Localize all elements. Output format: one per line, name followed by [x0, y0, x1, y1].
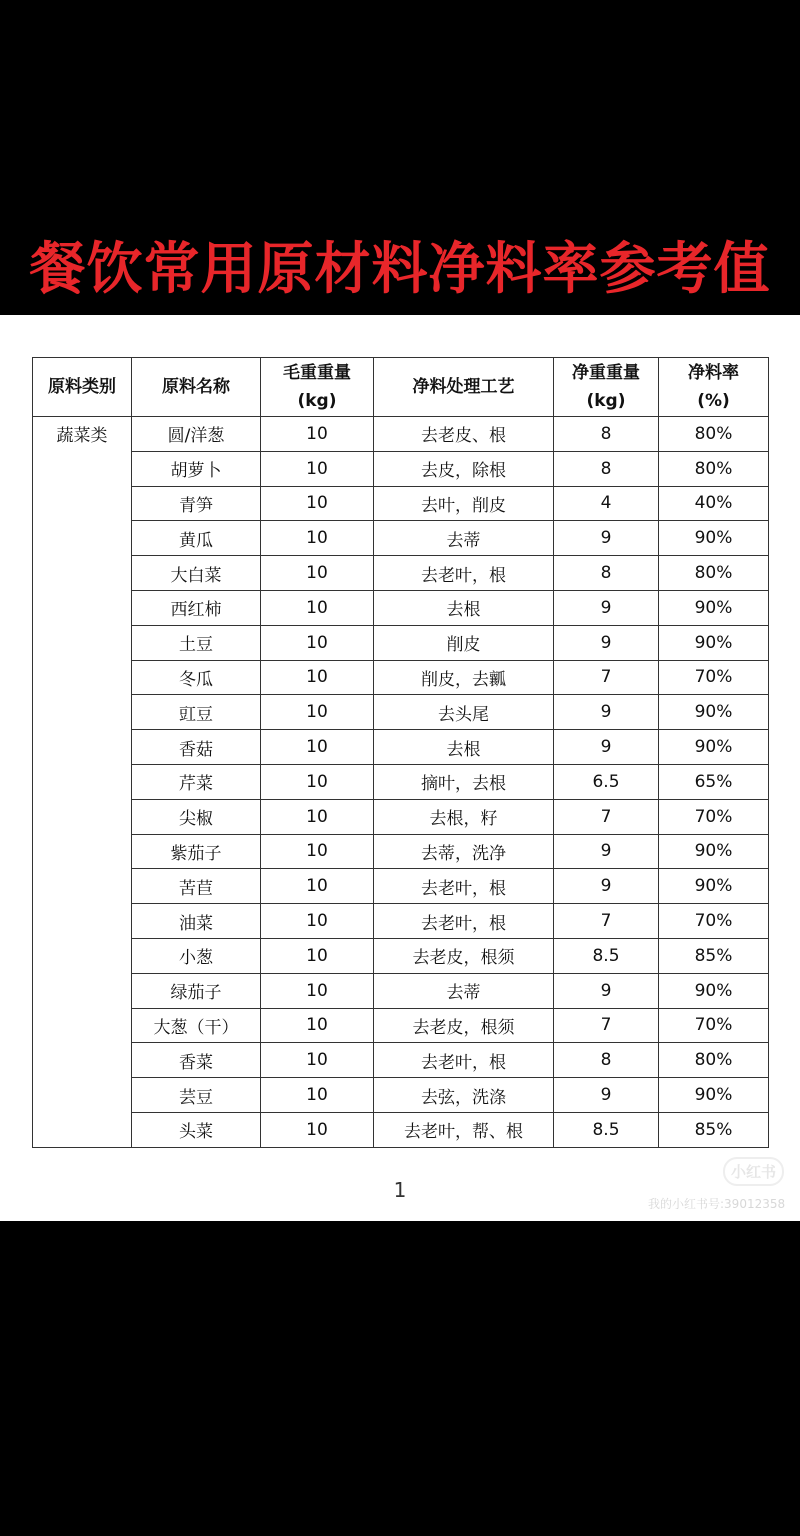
cell-rate: 90% [659, 869, 769, 904]
cell-rate: 90% [659, 1078, 769, 1113]
header-name: 原料名称 [132, 358, 261, 417]
cell-gross: 10 [261, 1112, 374, 1147]
cell-name: 苦苣 [132, 869, 261, 904]
table-row [33, 417, 769, 452]
cell-process: 去叶，削皮 [374, 486, 554, 521]
cell-process: 去老叶，根 [374, 869, 554, 904]
cell-rate: 90% [659, 521, 769, 556]
cell-gross: 10 [261, 1078, 374, 1113]
table-row [33, 938, 769, 973]
cell-gross: 10 [261, 869, 374, 904]
cell-net: 4 [554, 486, 659, 521]
cell-gross: 10 [261, 660, 374, 695]
document-page [0, 315, 800, 1221]
cell-process: 去皮，除根 [374, 451, 554, 486]
cell-name: 芹菜 [132, 764, 261, 799]
cell-process: 去根 [374, 730, 554, 765]
cell-gross: 10 [261, 451, 374, 486]
cell-rate: 85% [659, 938, 769, 973]
cell-name: 芸豆 [132, 1078, 261, 1113]
cell-name: 油菜 [132, 904, 261, 939]
cell-process: 去老叶，根 [374, 1043, 554, 1078]
cell-rate: 90% [659, 730, 769, 765]
cell-gross: 10 [261, 590, 374, 625]
cell-rate: 90% [659, 695, 769, 730]
cell-process: 去老皮，根须 [374, 938, 554, 973]
header-category: 原料类别 [33, 358, 132, 417]
table-row [33, 625, 769, 660]
cell-rate: 80% [659, 417, 769, 452]
cell-rate: 90% [659, 834, 769, 869]
cell-name: 头菜 [132, 1112, 261, 1147]
table-row [33, 764, 769, 799]
cell-net: 7 [554, 904, 659, 939]
cell-name: 黄瓜 [132, 521, 261, 556]
cell-process: 去蒂，洗净 [374, 834, 554, 869]
table-row [33, 1078, 769, 1113]
cell-gross: 10 [261, 1043, 374, 1078]
table-row [33, 451, 769, 486]
cell-gross: 10 [261, 1008, 374, 1043]
table-row [33, 660, 769, 695]
watermark-text: 我的小红书号:39012358 [648, 1197, 786, 1211]
cell-rate: 70% [659, 799, 769, 834]
cell-net: 9 [554, 869, 659, 904]
cell-rate: 80% [659, 1043, 769, 1078]
cell-name: 土豆 [132, 625, 261, 660]
cell-gross: 10 [261, 556, 374, 591]
table-row [33, 1043, 769, 1078]
cell-name: 圆/洋葱 [132, 417, 261, 452]
cell-process: 削皮，去瓤 [374, 660, 554, 695]
header-gross: 毛重重量 (kg) [261, 358, 374, 417]
cell-process: 去根，籽 [374, 799, 554, 834]
watermark-logo: 小红书 [723, 1157, 784, 1186]
cell-process: 去弦，洗涤 [374, 1078, 554, 1113]
cell-name: 西红柿 [132, 590, 261, 625]
cell-net: 9 [554, 521, 659, 556]
table-row [33, 556, 769, 591]
cell-net: 6.5 [554, 764, 659, 799]
cell-rate: 80% [659, 556, 769, 591]
header-rate: 净料率 (%) [659, 358, 769, 417]
cell-net: 9 [554, 695, 659, 730]
cell-process: 摘叶，去根 [374, 764, 554, 799]
table-row [33, 799, 769, 834]
cell-process: 去蒂 [374, 521, 554, 556]
cell-name: 胡萝卜 [132, 451, 261, 486]
table-row [33, 1112, 769, 1147]
table-row [33, 1008, 769, 1043]
cell-rate: 70% [659, 904, 769, 939]
cell-gross: 10 [261, 730, 374, 765]
page-number: 1 [393, 1178, 407, 1202]
cell-name: 大葱（干） [132, 1008, 261, 1043]
cell-name: 绿茄子 [132, 973, 261, 1008]
cell-name: 香菜 [132, 1043, 261, 1078]
table-row [33, 834, 769, 869]
cell-rate: 90% [659, 973, 769, 1008]
cell-rate: 70% [659, 660, 769, 695]
cell-net: 8 [554, 417, 659, 452]
cell-rate: 90% [659, 590, 769, 625]
cell-net: 9 [554, 625, 659, 660]
table-header-row [33, 358, 769, 417]
cell-gross: 10 [261, 417, 374, 452]
yield-rate-table [32, 357, 769, 1148]
cell-gross: 10 [261, 625, 374, 660]
table-row [33, 695, 769, 730]
cell-gross: 10 [261, 695, 374, 730]
cell-net: 7 [554, 799, 659, 834]
header-process: 净料处理工艺 [374, 358, 554, 417]
cell-gross: 10 [261, 904, 374, 939]
cell-gross: 10 [261, 486, 374, 521]
cell-gross: 10 [261, 799, 374, 834]
cell-process: 去老皮、根 [374, 417, 554, 452]
cell-net: 8.5 [554, 938, 659, 973]
cell-net: 9 [554, 834, 659, 869]
page-title: 餐饮常用原材料净料率参考值 [29, 237, 771, 302]
cell-rate: 70% [659, 1008, 769, 1043]
table-row [33, 521, 769, 556]
cell-rate: 90% [659, 625, 769, 660]
cell-rate: 85% [659, 1112, 769, 1147]
cell-net: 8 [554, 451, 659, 486]
cell-gross: 10 [261, 764, 374, 799]
cell-rate: 65% [659, 764, 769, 799]
cell-net: 9 [554, 590, 659, 625]
cell-name: 豇豆 [132, 695, 261, 730]
bottom-black-area [0, 1221, 800, 1536]
cell-process: 去老叶，根 [374, 556, 554, 591]
cell-name: 青笋 [132, 486, 261, 521]
cell-process: 去根 [374, 590, 554, 625]
table-row [33, 590, 769, 625]
cell-rate: 40% [659, 486, 769, 521]
cell-process: 去老叶，帮、根 [374, 1112, 554, 1147]
cell-process: 去老皮，根须 [374, 1008, 554, 1043]
cell-net: 9 [554, 730, 659, 765]
header-net: 净重重量 (kg) [554, 358, 659, 417]
cell-net: 7 [554, 1008, 659, 1043]
cell-name: 冬瓜 [132, 660, 261, 695]
cell-net: 8 [554, 1043, 659, 1078]
cell-process: 去蒂 [374, 973, 554, 1008]
cell-process: 去头尾 [374, 695, 554, 730]
cell-net: 9 [554, 973, 659, 1008]
table-row [33, 973, 769, 1008]
cell-name: 大白菜 [132, 556, 261, 591]
cell-net: 8 [554, 556, 659, 591]
table-row [33, 486, 769, 521]
table-row [33, 904, 769, 939]
cell-net: 9 [554, 1078, 659, 1113]
cell-rate: 80% [659, 451, 769, 486]
cell-gross: 10 [261, 973, 374, 1008]
title-banner [0, 0, 800, 315]
cell-gross: 10 [261, 521, 374, 556]
table-row [33, 869, 769, 904]
cell-gross: 10 [261, 938, 374, 973]
cell-name: 尖椒 [132, 799, 261, 834]
table-row [33, 730, 769, 765]
cell-process: 去老叶，根 [374, 904, 554, 939]
cell-net: 7 [554, 660, 659, 695]
cell-name: 紫茄子 [132, 834, 261, 869]
category-cell: 蔬菜类 [33, 417, 132, 1148]
cell-name: 小葱 [132, 938, 261, 973]
cell-process: 削皮 [374, 625, 554, 660]
cell-name: 香菇 [132, 730, 261, 765]
cell-net: 8.5 [554, 1112, 659, 1147]
cell-gross: 10 [261, 834, 374, 869]
